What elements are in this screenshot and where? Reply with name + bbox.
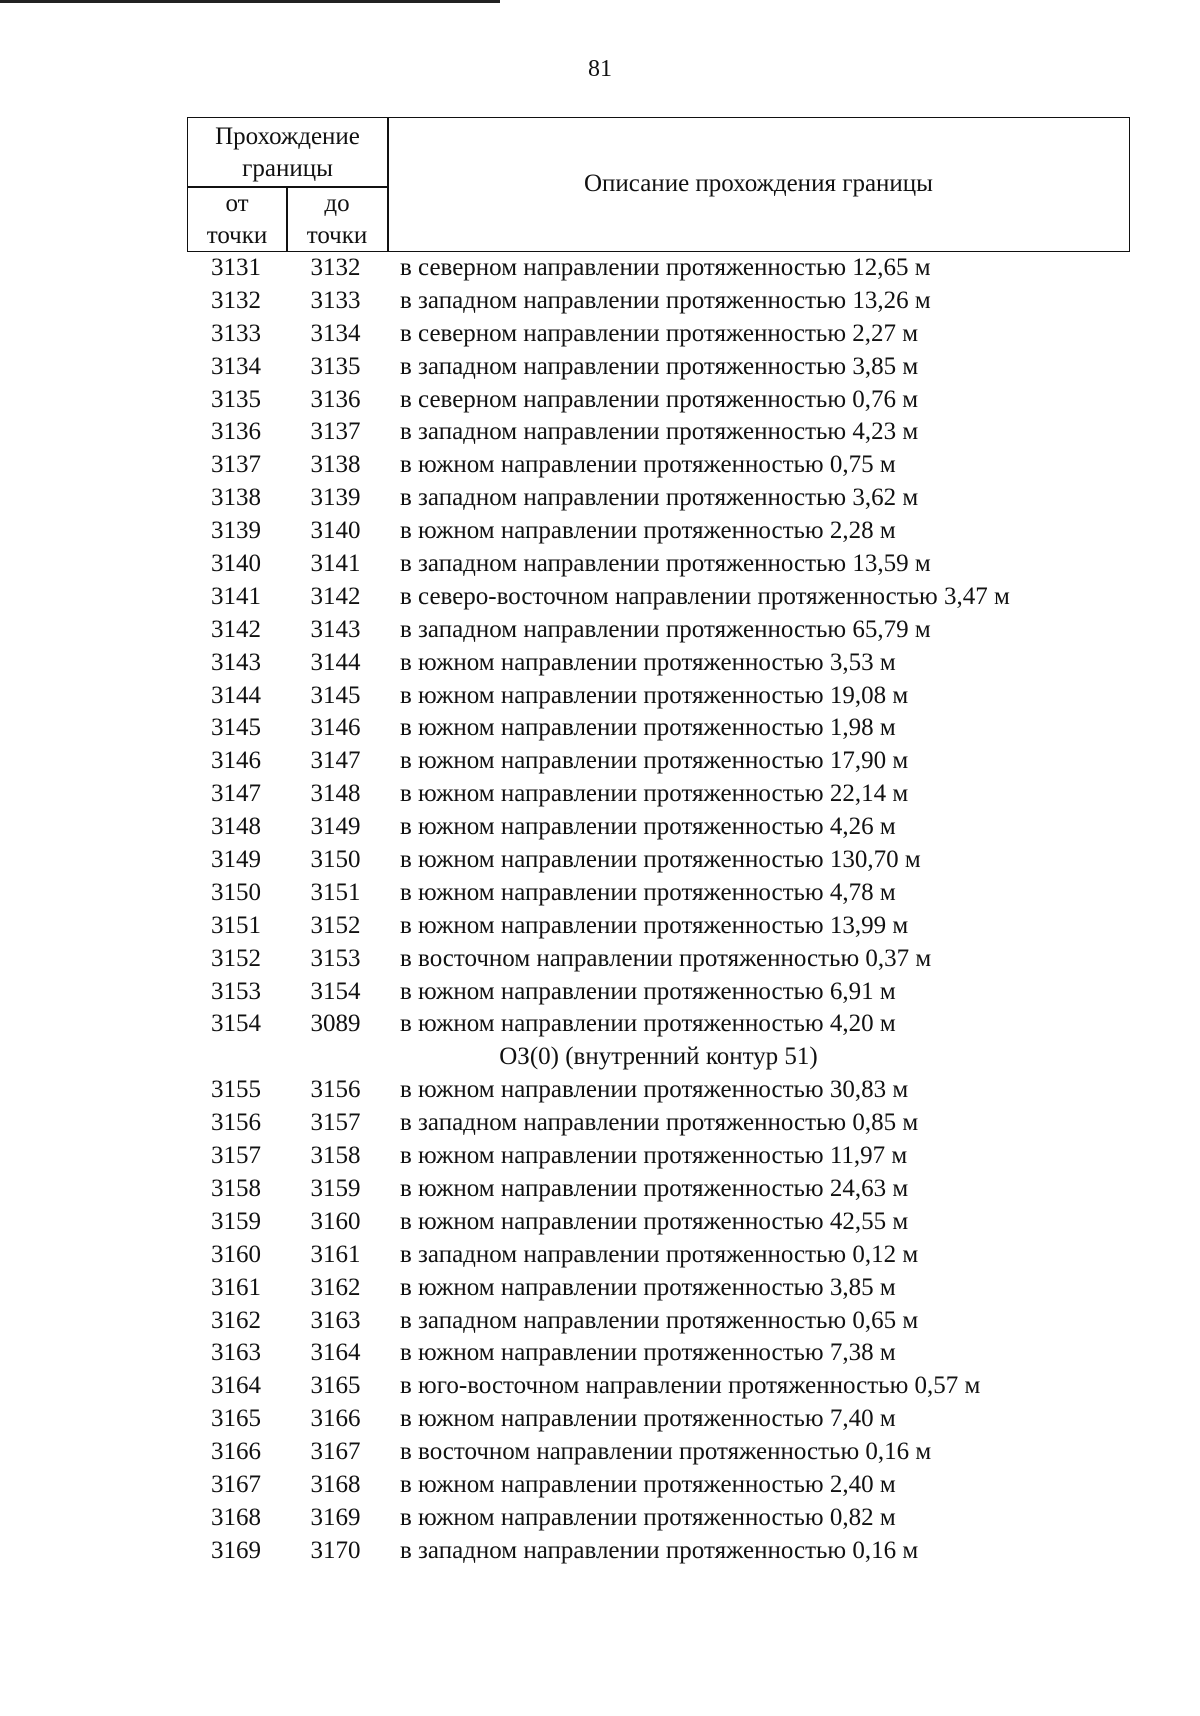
header-from-line1: от: [225, 190, 249, 217]
description-cell: в западном направлении протяженностью 0,85 м: [400, 1109, 919, 1137]
to-point-cell: 3151: [310, 878, 361, 906]
table-row: [187, 712, 1130, 745]
from-point-cell: 3132: [211, 286, 261, 314]
from-point-cell: 3148: [211, 813, 261, 841]
description-cell: в западном направлении протяженностью 4,23 м: [400, 418, 919, 446]
to-point-cell: 3152: [310, 911, 361, 939]
table-row: [187, 548, 1130, 581]
table-row: [187, 745, 1130, 778]
from-point-cell: 3144: [211, 681, 261, 709]
to-point-cell: 3136: [310, 385, 361, 413]
table-row: [187, 647, 1130, 680]
description-cell: в западном направлении протяженностью 0,16 м: [400, 1536, 919, 1564]
from-point-cell: 3155: [211, 1076, 261, 1104]
table-row: [187, 811, 1130, 844]
from-point-cell: 3168: [211, 1503, 261, 1531]
from-point-cell: 3169: [211, 1536, 261, 1564]
from-point-cell: 3164: [211, 1372, 261, 1400]
section-caption: ОЗ(0) (внутренний контур 51): [499, 1043, 818, 1071]
description-cell: в северном направлении протяженностью 2,27 м: [400, 319, 919, 347]
to-point-cell: 3168: [310, 1470, 361, 1498]
table-row: [187, 1173, 1130, 1206]
table-header: [187, 117, 1130, 252]
table-row: [187, 778, 1130, 811]
header-group-label: [188, 121, 387, 185]
description-cell: в южном направлении протяженностью 7,40 м: [400, 1405, 896, 1433]
description-cell: в южном направлении протяженностью 22,14 м: [400, 780, 909, 808]
table-row: [187, 1370, 1130, 1403]
description-cell: в южном направлении протяженностью 30,83 м: [400, 1076, 909, 1104]
section-heading-row: [187, 1041, 1130, 1074]
description-cell: в южном направлении протяженностью 24,63 м: [400, 1174, 909, 1202]
description-cell: в южном направлении протяженностью 4,20 м: [400, 1010, 896, 1038]
to-point-cell: 3160: [310, 1207, 361, 1235]
header-from-line2: точки: [206, 222, 268, 249]
table-row: [187, 1206, 1130, 1239]
to-point-cell: 3165: [310, 1372, 361, 1400]
to-point-cell: 3159: [310, 1174, 361, 1202]
to-point-cell: 3166: [310, 1405, 361, 1433]
from-point-cell: 3133: [211, 319, 261, 347]
table-row: [187, 581, 1130, 614]
table-row: [187, 943, 1130, 976]
header-group-line2: границы: [242, 155, 333, 182]
header-description: Описание прохождения границы: [584, 170, 933, 197]
description-cell: в северном направлении протяженностью 0,76 м: [400, 385, 919, 413]
description-cell: в южном направлении протяженностью 19,08 м: [400, 681, 909, 709]
description-cell: в западном направлении протяженностью 3,85 м: [400, 352, 919, 380]
table-row: [187, 482, 1130, 515]
table-body: [187, 252, 1130, 1568]
to-point-cell: 3133: [310, 286, 361, 314]
table-row: [187, 1107, 1130, 1140]
description-cell: в южном направлении протяженностью 0,82 м: [400, 1503, 896, 1531]
to-point-cell: 3140: [310, 517, 361, 545]
from-point-cell: 3145: [211, 714, 261, 742]
table-row: [187, 844, 1130, 877]
description-cell: в западном направлении протяженностью 65,79 м: [400, 615, 931, 643]
table-row: [187, 1469, 1130, 1502]
to-point-cell: 3161: [310, 1240, 361, 1268]
table-row: [187, 1074, 1130, 1107]
description-cell: в западном направлении протяженностью 0,65 м: [400, 1306, 919, 1334]
from-point-cell: 3137: [211, 451, 261, 479]
from-point-cell: 3142: [211, 615, 261, 643]
to-point-cell: 3143: [310, 615, 361, 643]
to-point-cell: 3154: [310, 977, 361, 1005]
description-cell: в южном направлении протяженностью 4,26 м: [400, 813, 896, 841]
to-point-cell: 3163: [310, 1306, 361, 1334]
table-row: [187, 1502, 1130, 1535]
table-row: [187, 515, 1130, 548]
to-point-cell: 3164: [310, 1339, 361, 1367]
description-cell: в западном направлении протяженностью 13,59 м: [400, 550, 931, 578]
from-point-cell: 3158: [211, 1174, 261, 1202]
description-cell: в южном направлении протяженностью 13,99 м: [400, 911, 909, 939]
from-point-cell: 3160: [211, 1240, 261, 1268]
description-cell: в южном направлении протяженностью 130,70 м: [400, 846, 921, 874]
description-cell: в западном направлении протяженностью 3,62 м: [400, 484, 919, 512]
from-point-cell: 3151: [211, 911, 261, 939]
description-cell: в южном направлении протяженностью 17,90 м: [400, 747, 909, 775]
from-point-cell: 3135: [211, 385, 261, 413]
from-point-cell: 3159: [211, 1207, 261, 1235]
to-point-cell: 3158: [310, 1142, 361, 1170]
to-point-cell: 3157: [310, 1109, 361, 1137]
to-point-cell: 3145: [310, 681, 361, 709]
to-point-cell: 3089: [310, 1010, 361, 1038]
header-from: [188, 188, 286, 252]
description-cell: в западном направлении протяженностью 13,26 м: [400, 286, 931, 314]
description-cell: в южном направлении протяженностью 1,98 м: [400, 714, 896, 742]
scan-edge: [0, 0, 500, 3]
from-point-cell: 3136: [211, 418, 261, 446]
to-point-cell: 3146: [310, 714, 361, 742]
to-point-cell: 3142: [310, 582, 361, 610]
description-cell: в южном направлении протяженностью 2,40 м: [400, 1470, 896, 1498]
description-cell: в восточном направлении протяженностью 0,37 м: [400, 944, 932, 972]
from-point-cell: 3161: [211, 1273, 261, 1301]
table-row: [187, 1239, 1130, 1272]
from-point-cell: 3153: [211, 977, 261, 1005]
to-point-cell: 3167: [310, 1438, 361, 1466]
table-row: [187, 1305, 1130, 1338]
table-row: [187, 1337, 1130, 1370]
to-point-cell: 3153: [310, 944, 361, 972]
from-point-cell: 3131: [211, 254, 261, 281]
to-point-cell: 3162: [310, 1273, 361, 1301]
to-point-cell: 3149: [310, 813, 361, 841]
from-point-cell: 3143: [211, 648, 261, 676]
from-point-cell: 3156: [211, 1109, 261, 1137]
header-group-line1: Прохождение: [215, 123, 360, 150]
to-point-cell: 3170: [310, 1536, 361, 1564]
description-cell: в северо-восточном направлении протяженностью 3,47 м: [400, 582, 1010, 610]
header-to-line1: до: [324, 190, 350, 217]
table-row: [187, 416, 1130, 449]
table-row: [187, 384, 1130, 417]
from-point-cell: 3163: [211, 1339, 261, 1367]
table-row: [187, 285, 1130, 318]
header-to: [287, 188, 387, 252]
to-point-cell: 3132: [310, 254, 361, 281]
to-point-cell: 3137: [310, 418, 361, 446]
from-point-cell: 3167: [211, 1470, 261, 1498]
description-cell: в северном направлении протяженностью 12,65 м: [400, 254, 931, 281]
page-number: 81: [588, 56, 612, 82]
table-row: [187, 252, 1130, 285]
from-point-cell: 3152: [211, 944, 261, 972]
description-cell: в южном направлении протяженностью 3,53 м: [400, 648, 896, 676]
from-point-cell: 3150: [211, 878, 261, 906]
description-cell: в юго-восточном направлении протяженностью 0,57 м: [400, 1372, 981, 1400]
from-point-cell: 3134: [211, 352, 261, 380]
to-point-cell: 3138: [310, 451, 361, 479]
to-point-cell: 3139: [310, 484, 361, 512]
from-point-cell: 3139: [211, 517, 261, 545]
description-cell: в южном направлении протяженностью 3,85 м: [400, 1273, 896, 1301]
description-cell: в южном направлении протяженностью 6,91 м: [400, 977, 896, 1005]
description-cell: в южном направлении протяженностью 7,38 м: [400, 1339, 896, 1367]
from-point-cell: 3157: [211, 1142, 261, 1170]
to-point-cell: 3141: [310, 550, 361, 578]
table-row: [187, 1140, 1130, 1173]
table-row: [187, 680, 1130, 713]
table-row: [187, 351, 1130, 384]
to-point-cell: 3147: [310, 747, 361, 775]
from-point-cell: 3138: [211, 484, 261, 512]
table-row: [187, 1403, 1130, 1436]
header-to-line2: точки: [306, 222, 368, 249]
to-point-cell: 3150: [310, 846, 361, 874]
to-point-cell: 3156: [310, 1076, 361, 1104]
to-point-cell: 3134: [310, 319, 361, 347]
to-point-cell: 3148: [310, 780, 361, 808]
from-point-cell: 3141: [211, 582, 261, 610]
table-row: [187, 449, 1130, 482]
description-cell: в южном направлении протяженностью 4,78 м: [400, 878, 896, 906]
table-row: [187, 1436, 1130, 1469]
from-point-cell: 3154: [211, 1010, 261, 1038]
to-point-cell: 3169: [310, 1503, 361, 1531]
from-point-cell: 3147: [211, 780, 261, 808]
table-row: [187, 910, 1130, 943]
from-point-cell: 3149: [211, 846, 261, 874]
description-cell: в южном направлении протяженностью 2,28 м: [400, 517, 896, 545]
table-row: [187, 877, 1130, 910]
from-point-cell: 3162: [211, 1306, 261, 1334]
description-cell: в южном направлении протяженностью 0,75 м: [400, 451, 896, 479]
table-row: [187, 1535, 1130, 1568]
from-point-cell: 3165: [211, 1405, 261, 1433]
table-row: [187, 1008, 1130, 1041]
to-point-cell: 3135: [310, 352, 361, 380]
from-point-cell: 3146: [211, 747, 261, 775]
description-cell: в восточном направлении протяженностью 0,16 м: [400, 1438, 932, 1466]
table-row: [187, 318, 1130, 351]
from-point-cell: 3166: [211, 1438, 261, 1466]
from-point-cell: 3140: [211, 550, 261, 578]
description-cell: в южном направлении протяженностью 11,97 м: [400, 1142, 908, 1170]
table-row: [187, 976, 1130, 1009]
description-cell: в западном направлении протяженностью 0,12 м: [400, 1240, 919, 1268]
table-row: [187, 614, 1130, 647]
to-point-cell: 3144: [310, 648, 361, 676]
table-row: [187, 1272, 1130, 1305]
description-cell: в южном направлении протяженностью 42,55 м: [400, 1207, 909, 1235]
